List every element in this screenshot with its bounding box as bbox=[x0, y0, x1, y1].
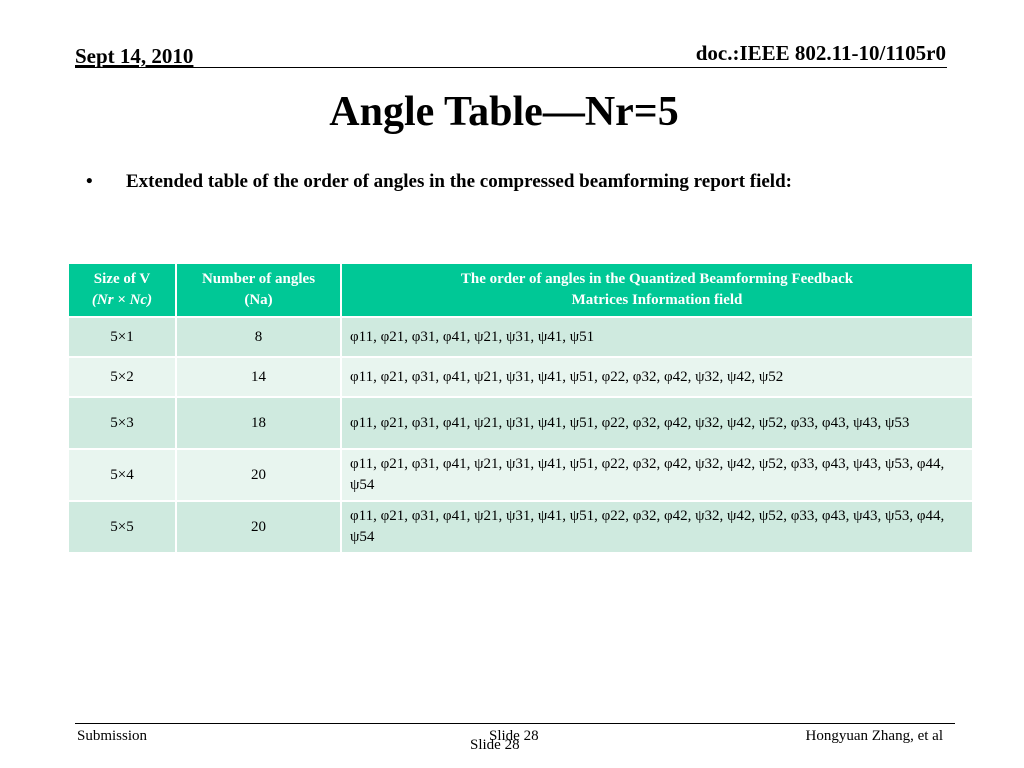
cell-size: 5×5 bbox=[69, 501, 176, 552]
bullet-icon: • bbox=[86, 171, 93, 192]
cell-size: 5×2 bbox=[69, 357, 176, 397]
cell-number-of-angles: 18 bbox=[176, 397, 341, 449]
cell-angle-order: φ11, φ21, φ31, φ41, ψ21, ψ31, ψ41, ψ51, φ22, φ32, φ42, ψ32, ψ42, ψ52 bbox=[341, 357, 972, 397]
table-header-row bbox=[69, 264, 972, 317]
cell-angle-order: φ11, φ21, φ31, φ41, ψ21, ψ31, ψ41, ψ51 bbox=[341, 317, 972, 357]
cell-number-of-angles: 14 bbox=[176, 357, 341, 397]
footer-submission: Submission bbox=[77, 728, 148, 744]
column-header-order-line2: Matrices Information field bbox=[571, 292, 743, 308]
column-header-angle-order bbox=[341, 264, 972, 317]
column-header-size-line1: Size of V bbox=[93, 271, 151, 287]
column-header-na-line1: Number of angles bbox=[201, 271, 316, 287]
cell-size: 5×4 bbox=[69, 449, 176, 501]
slide-title: Angle Table—Nr=5 bbox=[329, 89, 679, 135]
column-header-size bbox=[69, 264, 176, 317]
cell-angle-order: φ11, φ21, φ31, φ41, ψ21, ψ31, ψ41, ψ51, φ22, φ32, φ42, ψ32, ψ42, ψ52, φ33, φ43, ψ43, ψ53, φ44, ψ54 bbox=[341, 501, 972, 552]
table-row bbox=[69, 449, 972, 501]
column-header-order-line1: The order of angles in the Quantized Beamforming Feedback bbox=[460, 271, 854, 287]
footer-slide-number-overlay: Slide 28 bbox=[470, 737, 520, 753]
cell-size: 5×3 bbox=[69, 397, 176, 449]
cell-number-of-angles: 20 bbox=[176, 449, 341, 501]
footer-divider bbox=[75, 723, 955, 724]
footer-slide-number: Slide 28 bbox=[489, 728, 539, 744]
table-row bbox=[69, 397, 972, 449]
cell-angle-order: φ11, φ21, φ31, φ41, ψ21, ψ31, ψ41, ψ51, φ22, φ32, φ42, ψ32, ψ42, ψ52, φ33, φ43, ψ43, ψ53, φ44, ψ54 bbox=[341, 449, 972, 501]
column-header-na-line2: (Na) bbox=[244, 292, 273, 308]
column-header-size-line2: (Nr × Nc) bbox=[91, 292, 153, 308]
cell-size: 5×1 bbox=[69, 317, 176, 357]
cell-angle-order: φ11, φ21, φ31, φ41, ψ21, ψ31, ψ41, ψ51, φ22, φ32, φ42, ψ32, ψ42, ψ52, φ33, φ43, ψ43, ψ53 bbox=[341, 397, 972, 449]
angle-table bbox=[69, 264, 972, 552]
document-id: doc.:IEEE 802.11-10/1105r0 bbox=[695, 41, 946, 65]
table-row bbox=[69, 317, 972, 357]
table-row bbox=[69, 357, 972, 397]
table-row bbox=[69, 501, 972, 552]
bullet-item bbox=[86, 171, 966, 193]
header-date: Sept 14, 2010 bbox=[75, 44, 194, 68]
bullet-text: Extended table of the order of angles in the compressed beamforming report field: bbox=[126, 171, 792, 192]
cell-number-of-angles: 8 bbox=[176, 317, 341, 357]
header-divider bbox=[75, 67, 947, 68]
cell-number-of-angles: 20 bbox=[176, 501, 341, 552]
column-header-number-of-angles bbox=[176, 264, 341, 317]
footer-author: Hongyuan Zhang, et al bbox=[805, 728, 943, 744]
